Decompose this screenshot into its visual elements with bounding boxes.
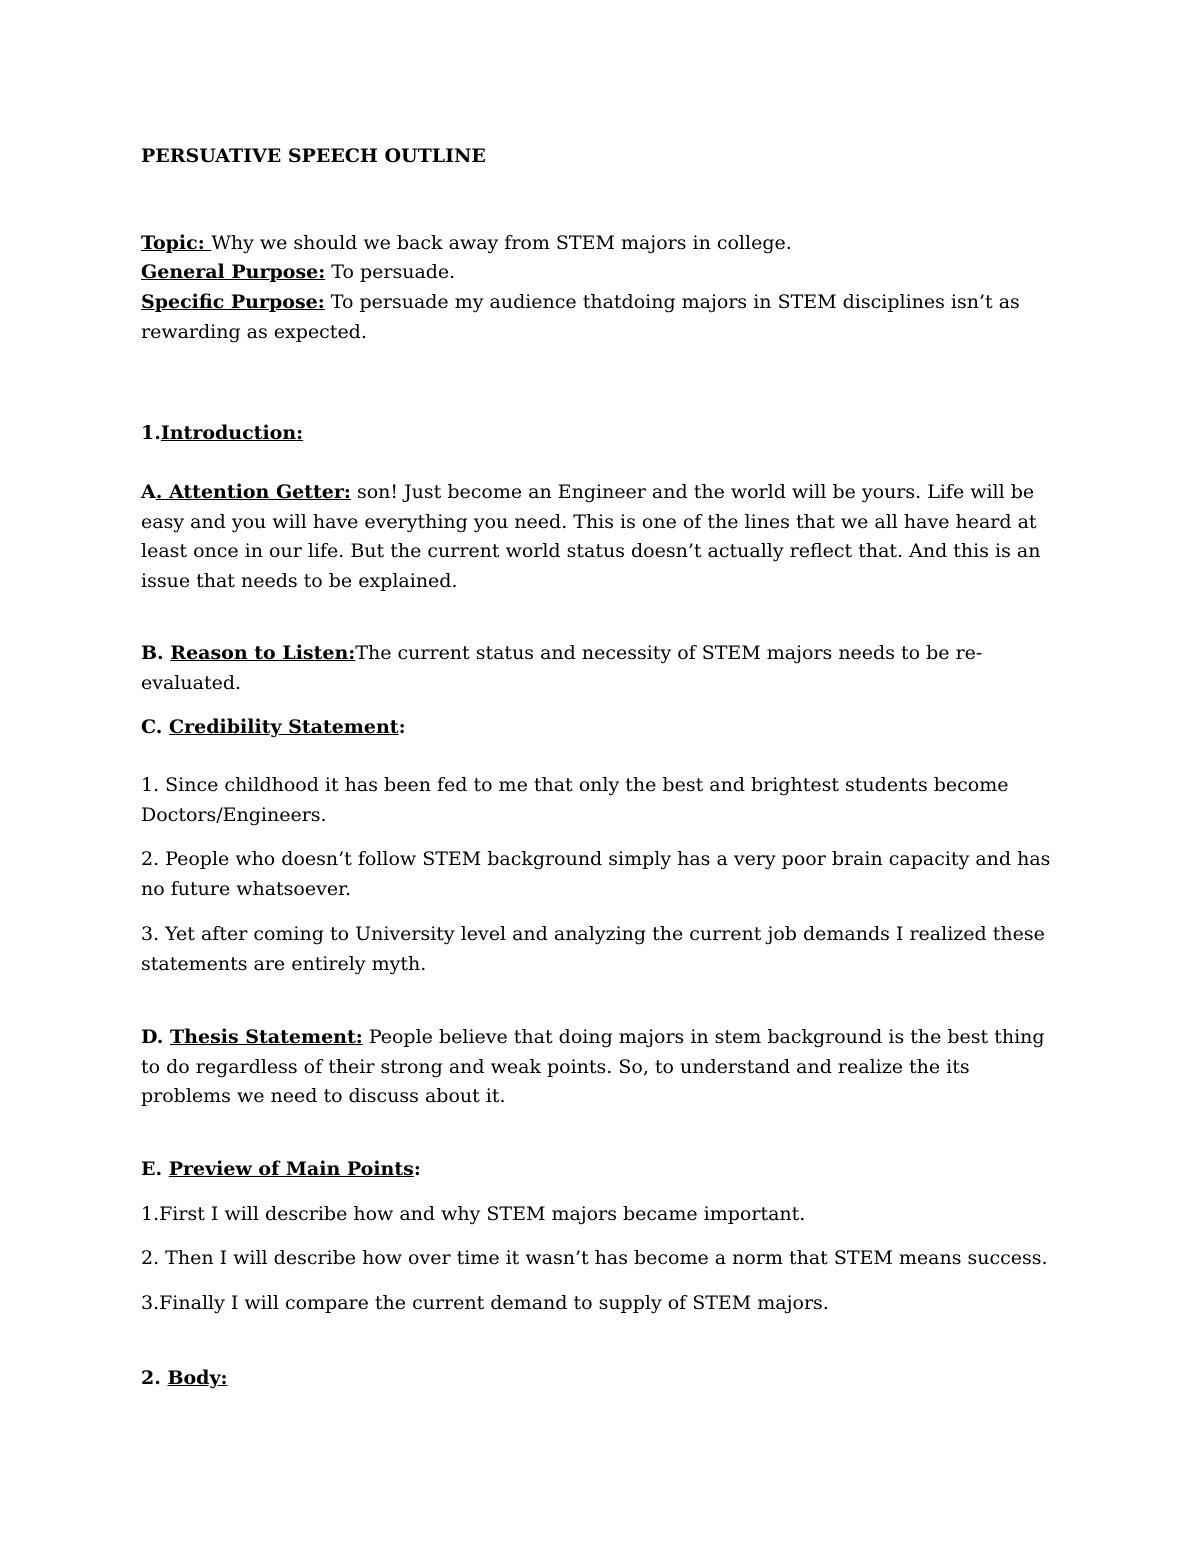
general-purpose-text: To persuade. (325, 261, 456, 283)
thesis-statement (141, 1023, 1061, 1112)
preview-label: Preview of Main Points (168, 1158, 414, 1180)
introduction-label: Introduction: (160, 422, 304, 444)
credibility-item-2: 2. People who doesn’t follow STEM background simply has a very poor brain capacity and has no future whatsoever. (141, 848, 1051, 900)
attention-getter (141, 478, 1061, 596)
reason-to-listen (141, 639, 1061, 698)
topic-line (141, 229, 1061, 259)
reason-letter: B. (141, 642, 171, 664)
preview-heading (141, 1155, 1061, 1185)
attention-letter: A (141, 481, 156, 503)
thesis-text: People believe that doing majors in stem background is the best thing to do regardless of their strong and weak points. So, to understand and realize the its problems we need to discuss about it. (141, 1026, 1045, 1107)
specific-purpose-text: To persuade my audience thatdoing majors in STEM disciplines isn’t as rewarding as expected. (141, 291, 1020, 343)
credibility-heading (141, 713, 1061, 743)
thesis-label: Thesis Statement: (170, 1026, 363, 1048)
credibility-letter: C. (141, 716, 170, 738)
reason-label: Reason to Listen: (170, 642, 356, 664)
specific-purpose-label: Specific Purpose: (141, 291, 325, 313)
general-purpose-line (141, 258, 1061, 288)
topic-label: Topic: (141, 232, 212, 254)
general-purpose-label: General Purpose: (141, 261, 326, 283)
topic-text: Why we should we back away from STEM majors in college. (211, 232, 792, 254)
preview-item-2: 2. Then I will describe how over time it wasn’t has become a norm that STEM means success. (141, 1247, 1048, 1269)
credibility-item-3: 3. Yet after coming to University level and analyzing the current job demands I realized these statements are entirely myth. (141, 923, 1045, 975)
preview-item-3: 3.Finally I will compare the current demand to supply of STEM majors. (141, 1292, 829, 1314)
reason-text: The current status and necessity of STEM majors needs to be re-evaluated. (141, 642, 983, 694)
preview-colon: : (413, 1158, 421, 1180)
credibility-item-1: 1. Since childhood it has been fed to me that only the best and brightest students become Doctors/Engineers. (141, 774, 1009, 826)
credibility-colon: : (398, 716, 406, 738)
document-title: PERSUATIVE SPEECH OUTLINE (141, 145, 486, 167)
body-number: 2. (141, 1367, 168, 1389)
specific-purpose-line (141, 288, 1061, 347)
body-label: Body: (167, 1367, 228, 1389)
attention-text: son! Just become an Engineer and the world will be yours. Life will be easy and you will have everything you need. This is one of the lines that we all have heard at least once in our life. But the current world status doesn’t actually reflect that. And this is an issue that needs to be explained. (141, 481, 1041, 592)
body-heading (141, 1364, 1061, 1394)
introduction-heading (141, 419, 1061, 449)
introduction-number: 1. (141, 422, 161, 444)
preview-letter: E. (141, 1158, 169, 1180)
preview-item-1: 1.First I will describe how and why STEM majors became important. (141, 1203, 806, 1225)
thesis-letter: D. (141, 1026, 171, 1048)
attention-label: . Attention Getter: (155, 481, 351, 503)
credibility-label: Credibility Statement (169, 716, 399, 738)
